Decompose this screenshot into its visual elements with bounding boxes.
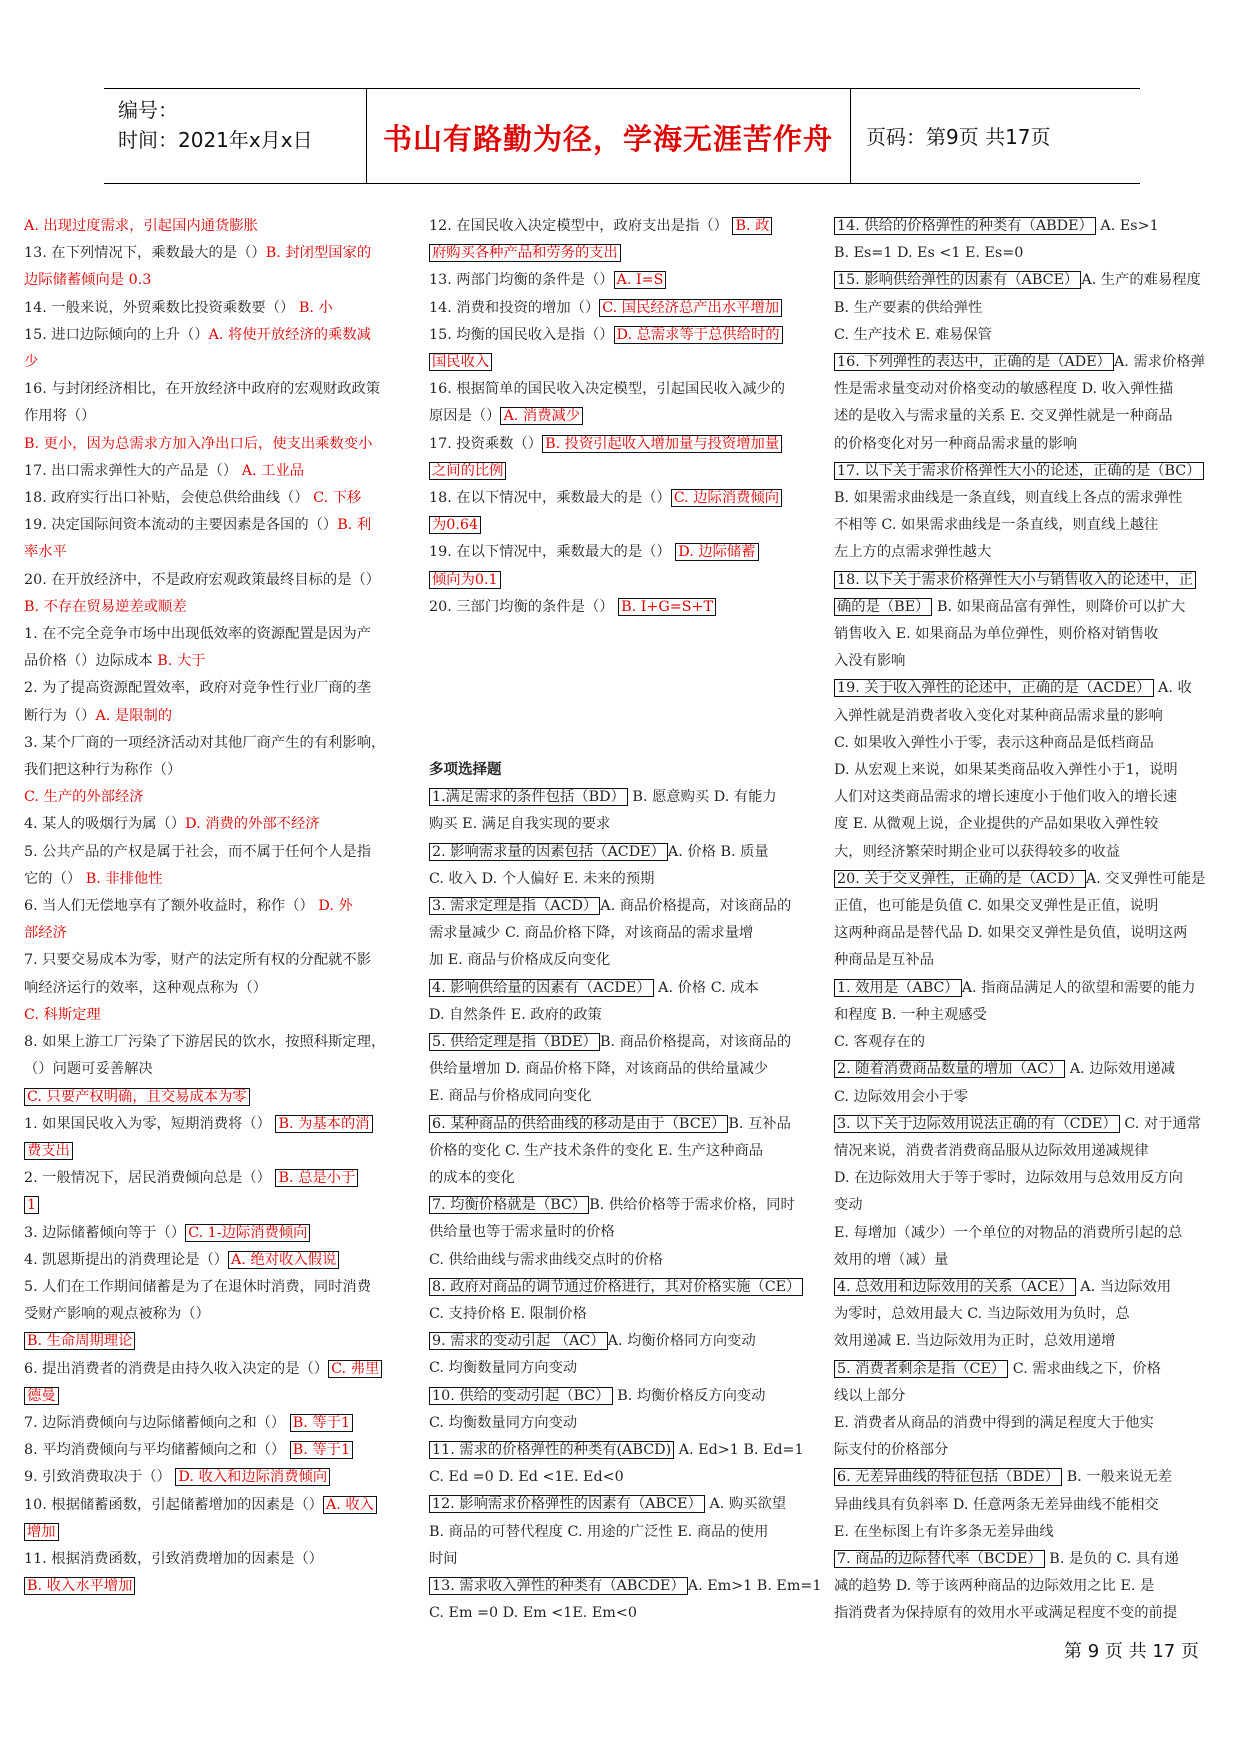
text-line: 7. 边际消费倾向与边际储蓄倾向之和（） B. 等于1 [24,1410,416,1437]
text-line: 4. 影响供给量的因素有（ACDE） A. 价格 C. 成本 [429,975,819,1002]
text-line: D. 自然条件 E. 政府的政策 [429,1006,602,1023]
text-line: 这两种商品是替代品 D. 如果交叉弹性是负值，说明这两 [834,925,1188,942]
text-line: 边际储蓄倾向是 0.3 [24,272,152,289]
text-line: C. 边际效用会小于零 [834,1088,968,1105]
text-line: 异曲线具有负斜率 D. 任意两条无差异曲线不能相交 [834,1496,1159,1513]
text-line: 19. 在以下情况中，乘数最大的是（） D. 边际储蓄 [429,539,819,566]
text-line: 作用将（） [24,408,96,425]
text-line: 倾向为0.1 [429,567,819,594]
text-line: B. 更小，因为总需求方加入净出口后，使支出乘数变小 [24,435,373,452]
text-line: 种商品是互补品 [834,952,935,969]
text-line: 变动 [834,1197,863,1214]
text-line: E. 消费者从商品的消费中得到的满足程度大于他实 [834,1414,1154,1431]
text-line: 5. 供给定理是指（BDE） B. 商品价格提高，对该商品的 [429,1029,819,1056]
text-line: 4. 总效用和边际效用的关系（ACE） A. 当边际效用 [834,1274,1224,1301]
text-line: E. 每增加（减少）一个单位的对物品的消费所引起的总 [834,1224,1183,1241]
text-line: 少 [24,354,39,371]
text-line: B. 如果需求曲线是一条直线，则直线上各点的需求弹性 [834,490,1183,507]
text-line: 6. 无差异曲线的特征包括（BDE） B. 一般来说无差 [834,1464,1224,1491]
text-line: C. 供给曲线与需求曲线交点时的价格 [429,1251,663,1268]
text-line: （）问题可妥善解决 [24,1061,153,1078]
text-line: 线以上部分 [834,1387,906,1404]
text-line: 8. 平均消费倾向与平均储蓄倾向之和（） B. 等于1 [24,1437,416,1464]
text-line: 15. 影响供给弹性的因素有（ABCE） A. 生产的难易程度 [834,267,1224,294]
text-line: C. 如果收入弹性小于零，表示这种商品是低档商品 [834,734,1154,751]
text-line: 响经济运行的效率，这种观点称为（） [24,979,268,996]
text-line: 之间的比例 [429,458,819,485]
text-line: C. 生产技术 E. 难易保管 [834,326,992,343]
text-line: 6. 提出消费者的消费是由持久收入决定的是（） C. 弗里 [24,1356,416,1383]
text-line: C. 只要产权明确，且交易成本为零 [24,1084,416,1111]
text-line: 18. 以下关于需求价格弹性大小与销售收入的论述中，正 [834,567,1224,594]
text-line: 2. 影响需求量的因素包括（ACDE） A. 价格 B. 质量 [429,839,819,866]
text-line: C. Ed =0 D. Ed <1E. Ed<0 [429,1469,624,1486]
text-line: 4. 凯恩斯提出的消费理论是（） A. 绝对收入假说 [24,1247,416,1274]
text-line: 度 E. 从微观上说，企业提供的产品如果收入弹性较 [834,816,1159,833]
text-line: 2. 为了提高资源配置效率，政府对竞争性行业厂商的垄 [24,680,372,697]
text-line: 指消费者为保持原有的效用水平或满足程度不变的前提 [834,1605,1178,1622]
text-line: B. Es=1 D. Es <1 E. Es=0 [834,245,1024,262]
text-line: B. 不存在贸易逆差或顺差 [24,598,187,615]
text-line: 5. 公共产品的产权是属于社会，而不属于任何个人是指 [24,843,372,860]
header-motto: 书山有路勤为径，学海无涯苦作舟 [382,122,833,156]
text-line: 述的是收入与需求量的关系 E. 交叉弹性就是一种商品 [834,408,1173,425]
text-line: 入没有影响 [834,653,906,670]
column-middle [429,213,822,1627]
text-line: E. 商品与价格成同向变化 [429,1088,592,1105]
text-line: 7. 只要交易成本为零，财产的法定所有权的分配就不影 [24,952,372,969]
text-line: 7. 商品的边际替代率（BCDE） B. 是负的 C. 具有递 [834,1546,1224,1573]
time-label: 时间：2021年x月x日 [118,128,313,152]
text-line: 1. 效用是（ABC） A. 指商品满足人的欲望和需要的能力 [834,975,1224,1002]
text-line: C. 收入 D. 个人偏好 E. 未来的预期 [429,870,655,887]
text-line: 15. 均衡的国民收入是指（） D. 总需求等于总供给时的 [429,322,819,349]
number-label: 编号： [118,98,178,122]
text-line: 不相等 C. 如果需求曲线是一条直线，则直线上越往 [834,517,1159,534]
text-line: 5. 消费者剩余是指（CE） C. 需求曲线之下，价格 [834,1356,1224,1383]
text-line: 销售收入 E. 如果商品为单位弹性，则价格对销售收 [834,626,1159,643]
text-line: 1. 在不完全竞争市场中出现低效率的资源配置是因为产 [24,626,372,643]
text-line: B. 生产要素的供给弹性 [834,299,983,316]
text-line: 和程度 B. 一种主观感受 [834,1006,987,1023]
text-line: C. 客观存在的 [834,1034,926,1051]
text-line: 府购买各种产品和劳务的支出 [429,240,819,267]
text-line: 19. 关于收入弹性的论述中，正确的是（ACDE） A. 收 [834,675,1224,702]
text-line: 3. 需求定理是指（ACD） A. 商品价格提高，对该商品的 [429,893,819,920]
text-line: 人们对这类商品需求的增长速度小于他们收入的增长速 [834,789,1178,806]
text-line: 价格的变化 C. 生产技术条件的变化 E. 生产这种商品 [429,1142,764,1159]
text-line: 时间 [429,1550,458,1567]
text-line: 3. 以下关于边际效用说法正确的有（CDE） C. 对于通常 [834,1111,1224,1138]
text-line: 18. 政府实行出口补贴，会使总供给曲线（） C. 下移 [24,490,362,507]
text-line: 12. 影响需求价格弹性的因素有（ABCE） A. 购买欲望 [429,1491,819,1518]
text-line: 4. 某人的吸烟行为属（）D. 消费的外部不经济 [24,816,320,833]
text-line: 受财产影响的观点被称为（） [24,1306,210,1323]
column-right [834,213,1224,1628]
text-line: 减的趋势 D. 等于该两种商品的边际效用之比 E. 是 [834,1578,1155,1595]
text-line: 13. 在下列情况下，乘数最大的是（）B. 封闭型国家的 [24,245,372,262]
text-line: 15. 进口边际倾向的上升（）A. 将使开放经济的乘数减 [24,326,371,343]
text-line: 16. 根据简单的国民收入决定模型，引起国民收入减少的 [429,381,786,398]
text-line: 3. 边际储蓄倾向等于（） C. 1-边际消费倾向 [24,1220,416,1247]
text-line: 17. 出口需求弹性大的产品是（） A. 工业品 [24,462,304,479]
text-line: 国民收入 [429,349,819,376]
text-line: 9. 引致消费取决于（） D. 收入和边际消费倾向 [24,1464,416,1491]
text-line: C. 生产的外部经济 [24,789,144,806]
page-header [104,88,1140,184]
text-line: 效用的增（减）量 [834,1251,949,1268]
text-line: 的成本的变化 [429,1170,515,1187]
text-line: 9. 需求的变动引起 （AC） A. 均衡价格同方向变动 [429,1328,819,1355]
text-line: 大，则经济繁荣时期企业可以获得较多的收益 [834,843,1120,860]
text-line: 购买 E. 满足自我实现的要求 [429,816,611,833]
text-line: C. 均衡数量同方向变动 [429,1414,578,1431]
text-line: C. 支持价格 E. 限制价格 [429,1306,587,1323]
text-line: C. Em =0 D. Em <1E. Em<0 [429,1605,637,1622]
text-line: 正值，也可能是负值 C. 如果交叉弹性是正值，说明 [834,898,1159,915]
column-left [24,213,416,1600]
text-line: D. 在边际效用大于等于零时，边际效用与总效用反方向 [834,1170,1183,1187]
text-line: 原因是（） A. 消费减少 [429,403,819,430]
text-line: E. 在坐标图上有许多条无差异曲线 [834,1523,1054,1540]
text-line: 1. 如果国民收入为零，短期消费将（） B. 为基本的消 [24,1111,416,1138]
text-line: 我们把这种行为称作（） [24,762,182,779]
text-line: 加 E. 商品与价格成反向变化 [429,952,611,969]
text-line: B. 商品的可替代程度 C. 用途的广泛性 E. 商品的使用 [429,1523,769,1540]
text-line: 13. 需求收入弹性的种类有（ABCDE） A. Em>1 B. Em=1 [429,1573,819,1600]
text-line: 20. 三部门均衡的条件是（） B. I+G=S+T [429,594,819,621]
text-line: 7. 均衡价格就是（BC） B. 供给价格等于需求价格，同时 [429,1192,819,1219]
text-line: 1.满足需求的条件包括（BD） B. 愿意购买 D. 有能力 [429,784,819,811]
text-line: 左上方的点需求弹性越大 [834,544,992,561]
text-line: 14. 消费和投资的增加（） C. 国民经济总产出水平增加 [429,295,819,322]
text-line: 5. 人们在工作期间储蓄是为了在退休时消费，同时消费 [24,1278,372,1295]
text-line: 10. 供给的变动引起（BC） B. 均衡价格反方向变动 [429,1383,819,1410]
text-line: 8. 政府对商品的调节通过价格进行，其对价格实施（CE） [429,1274,819,1301]
text-line: 费支出 [24,1138,416,1165]
section-heading: 多项选择题 [429,761,502,778]
text-line: 11. 根据消费函数，引致消费增加的因素是（） [24,1550,323,1567]
text-line: 13. 两部门均衡的条件是（） A. I=S [429,267,819,294]
text-line: 6. 当人们无偿地享有了额外收益时，称作（） D. 外 [24,898,353,915]
text-line: 的价格变化对另一种商品需求量的影响 [834,435,1078,452]
text-line: 20. 关于交叉弹性，正确的是（ACD） A. 交叉弹性可能是 [834,866,1224,893]
text-line: 率水平 [24,544,67,561]
text-line: 供给量也等于需求量时的价格 [429,1224,615,1241]
header-meta [118,95,313,155]
header-divider [850,89,851,183]
text-line: 为0.64 [429,512,819,539]
text-line: 12. 在国民收入决定模型中，政府支出是指（） B. 政 [429,213,819,240]
text-line: 增加 [24,1519,416,1546]
page-footer: 第 9 页 共 17 页 [1064,1641,1199,1662]
text-line: 1 [24,1192,416,1219]
text-line: 14. 供给的价格弹性的种类有（ABDE） A. Es>1 [834,213,1224,240]
text-line: 14. 一般来说，外贸乘数比投资乘数要（） B. 小 [24,299,333,316]
text-line: 17. 投资乘数（） B. 投资引起收入增加量与投资增加量 [429,431,819,458]
text-line: 供给量增加 D. 商品价格下降，对该商品的供给量减少 [429,1061,769,1078]
text-line: 18. 在以下情况中，乘数最大的是（） C. 边际消费倾向 [429,485,819,512]
text-line: 性是需求量变动对价格变动的敏感程度 D. 收入弹性描 [834,381,1174,398]
text-line: C. 科斯定理 [24,1006,101,1023]
text-line: 8. 如果上游工厂污染了下游居民的饮水，按照科斯定理， [24,1034,386,1051]
text-line: 际支付的价格部分 [834,1442,949,1459]
text-line: A. 出现过度需求，引起国内通货膨胀 [24,218,258,234]
text-line: 19. 决定国际间资本流动的主要因素是各国的（）B. 利 [24,517,372,534]
text-line: 确的是（BE） B. 如果商品富有弹性，则降价可以扩大 [834,594,1224,621]
text-line: 断行为（）A. 是限制的 [24,707,173,724]
text-line: 2. 一般情况下，居民消费倾向总是（） B. 总是小于 [24,1165,416,1192]
text-line: 需求量减少 C. 商品价格下降，对该商品的需求量增 [429,925,754,942]
text-line: 它的（） B. 非排他性 [24,870,163,887]
text-line: B. 收入水平增加 [24,1573,416,1600]
text-line: 入弹性就是消费者收入变化对某种商品需求量的影响 [834,707,1163,724]
text-line: 11. 需求的价格弹性的种类有(ABCD) A. Ed>1 B. Ed=1 [429,1437,819,1464]
text-line: 情况来说，消费者消费商品服从边际效用递减规律 [834,1142,1149,1159]
text-line: 20. 在开放经济中，不是政府宏观政策最终目标的是（） [24,571,381,588]
text-line: 16. 下列弹性的表达中，正确的是（ADE） A. 需求价格弹 [834,349,1224,376]
text-line: 10. 根据储蓄函数，引起储蓄增加的因素是（） A. 收入 [24,1492,416,1519]
text-line: 6. 某种商品的供给曲线的移动是由于（BCE） B. 互补品 [429,1111,819,1138]
text-line: 德曼 [24,1383,416,1410]
text-line: 为零时，总效用最大 C. 当边际效用为负时，总 [834,1306,1130,1323]
text-line: 3. 某个厂商的一项经济活动对其他厂商产生的有利影响， [24,734,386,751]
text-line: C. 均衡数量同方向变动 [429,1360,578,1377]
text-line: 效用递减 E. 当边际效用为正时，总效用递增 [834,1333,1116,1350]
text-line: 品价格（）边际成本 B. 大于 [24,653,206,670]
text-line: 16. 与封闭经济相比，在开放经济中政府的宏观财政政策 [24,381,381,398]
text-line: 部经济 [24,925,67,942]
text-line: 17. 以下关于需求价格弹性大小的论述，正确的是（BC） [834,458,1224,485]
text-line: 2. 随着消费商品数量的增加（AC） A. 边际效用递减 [834,1056,1224,1083]
header-page-label: 页码：第9页 共17页 [866,125,1051,149]
text-line: D. 从宏观上来说，如果某类商品收入弹性小于1，说明 [834,762,1178,779]
text-line: B. 生命周期理论 [24,1328,416,1355]
